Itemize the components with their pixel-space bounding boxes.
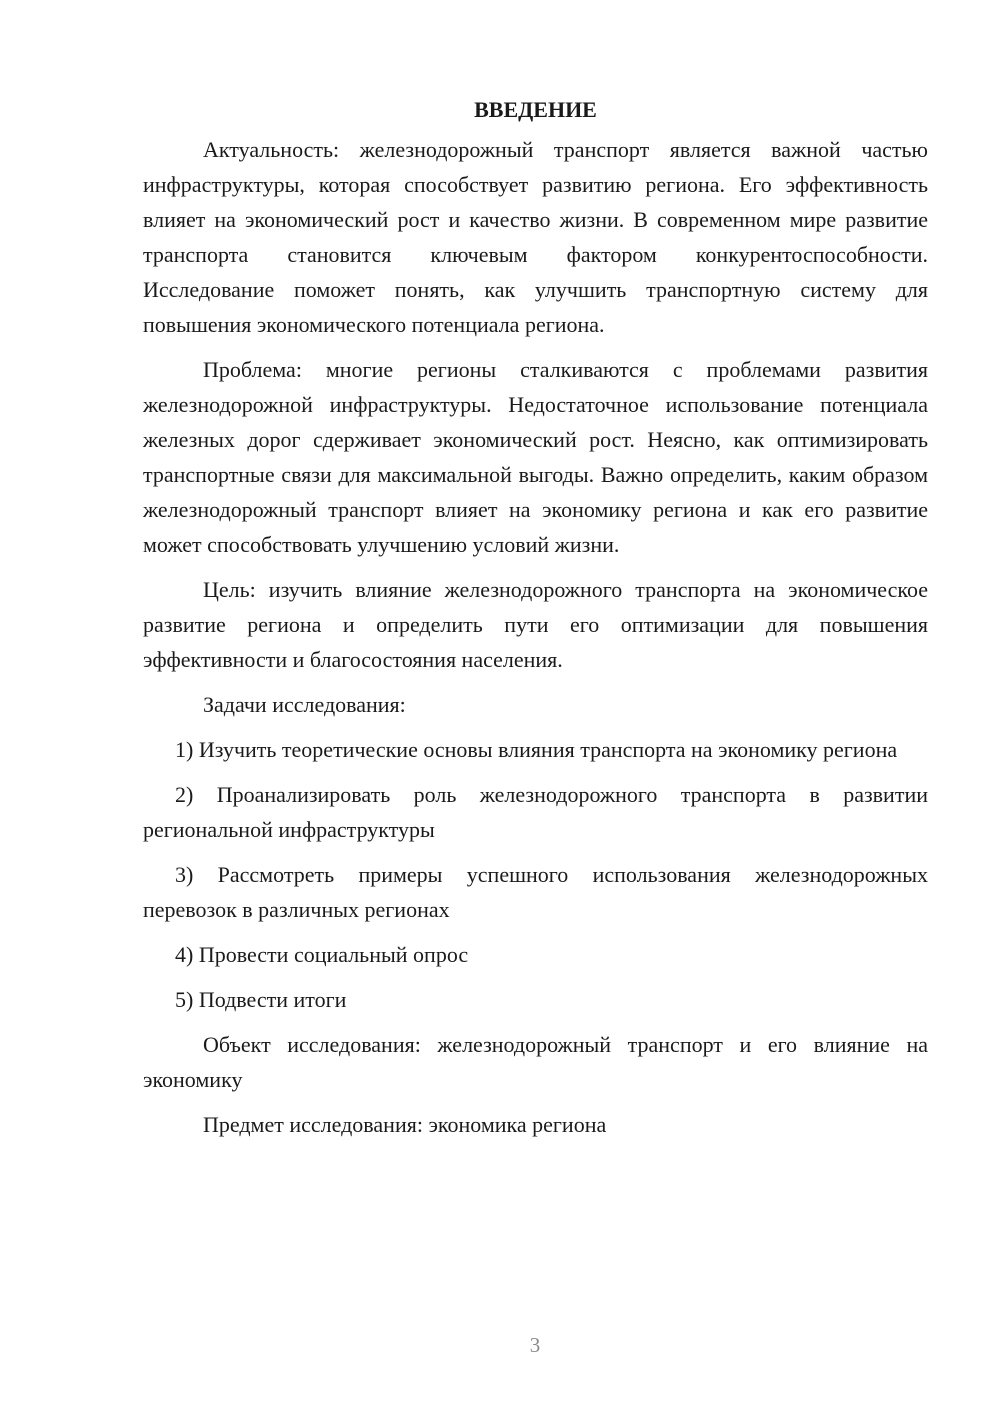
- task-item-3: 3) Рассмотреть примеры успешного использования железнодорожных перевозок в различных регионах: [143, 862, 928, 922]
- relevance-paragraph: Актуальность: железнодорожный транспорт является важной частью инфраструктуры, которая способствует развитию региона. Его эффективность влияет на экономический рост и качество жизни. В современном мире развитие транспорта становится ключевым фактором конкурентоспособности. Исследование поможет понять, как улучшить транспортную систему для повышения экономического потенциала региона.: [143, 137, 928, 337]
- task-item-1: 1) Изучить теоретические основы влияния транспорта на экономику региона: [175, 737, 898, 762]
- page-number: 3: [529, 1333, 541, 1357]
- goal-paragraph: Цель: изучить влияние железнодорожного транспорта на экономическое развитие региона и определить пути его оптимизации для повышения эффективности и благосостояния населения.: [143, 577, 928, 672]
- problem-paragraph: Проблема: многие регионы сталкиваются с проблемами развития железнодорожной инфраструктуры. Недостаточное использование потенциала железных дорог сдерживает экономический рост. Неясно, как оптимизировать транспортные связи для максимальной выгоды. Важно определить, каким образом железнодорожный транспорт влияет на экономику региона и как его развитие может способствовать улучшению условий жизни.: [143, 357, 928, 557]
- page-title: ВВЕДЕНИЕ: [474, 97, 597, 122]
- task-item-4: 4) Провести социальный опрос: [175, 942, 469, 967]
- subject-paragraph: Предмет исследования: экономика региона: [203, 1112, 607, 1137]
- page-content: [143, 92, 928, 1152]
- tasks-heading: Задачи исследования:: [203, 692, 406, 717]
- task-item-5: 5) Подвести итоги: [175, 987, 347, 1012]
- object-paragraph: Объект исследования: железнодорожный транспорт и его влияние на экономику: [143, 1032, 928, 1092]
- task-item-2: 2) Проанализировать роль железнодорожного транспорта в развитии региональной инфраструктуры: [143, 782, 928, 842]
